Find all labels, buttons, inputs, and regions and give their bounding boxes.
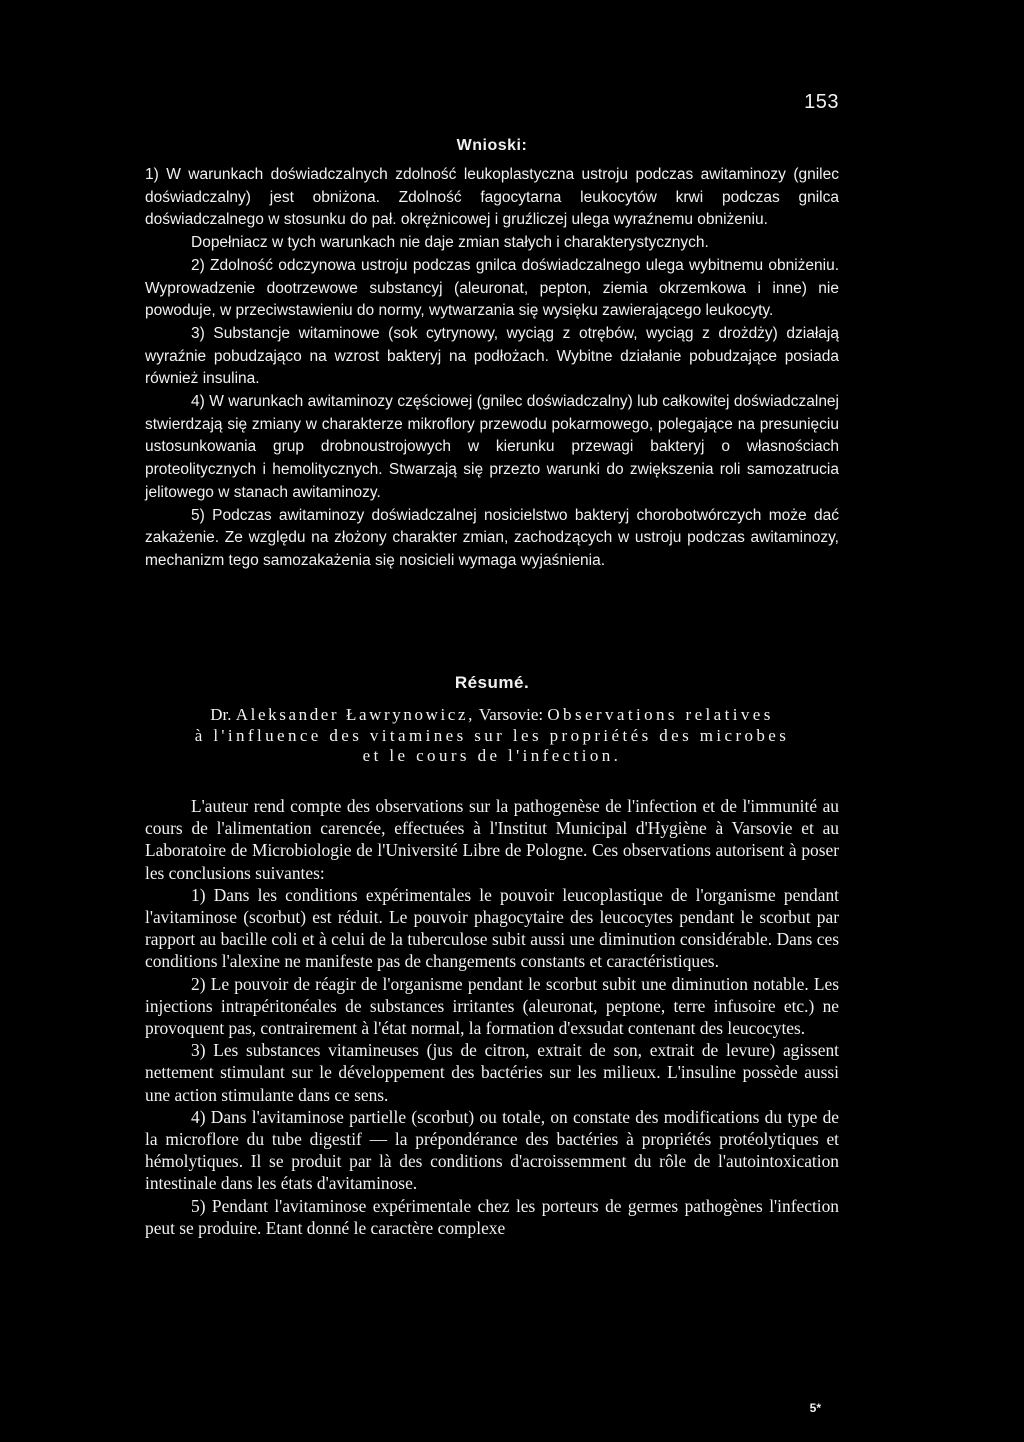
article-title-part: Observations relatives	[547, 705, 774, 724]
resume-paragraph: L'auteur rend compte des observations sur la pathogenèse de l'infection et de l'immunité au cours de l'alimentation carencée, effectuées à l'Institut Municipal d'Hygiène à Varsovie et au Laboratoire de Microbiologie de l'Université Libre de Pologne. Ces observations autorisent à poser les conclusions suivantes:	[145, 796, 839, 883]
resume-paragraph: 5) Pendant l'avitaminose expérimentale chez les porteurs de germes pathogènes l'infection peut se produire. Etant donné le caractère complexe	[145, 1195, 839, 1238]
conclusion-paragraph: Dopełniacz w tych warunkach nie daje zmian stałych i charakterystycznych.	[191, 234, 709, 252]
resume-paragraph: 3) Les substances vitamineuses (jus de citron, extrait de son, extrait de levure) agissent nettement stimulant sur le développement des bactéries sur les milieux. L'insuline possède aussi une action stimulante dans ce sens.	[145, 1040, 839, 1105]
conclusion-paragraph: 1) W warunkach doświadczalnych zdolność leukoplastyczna ustroju podczas awitaminozy (gnilec doświadczalny) jest obniżona. Zdolność fagocytarna leukocytów krwi podczas gnilca doświadczalnego w stosunku do pał. okrężnicowej i gruźliczej ulega wyraźnemu obniżeniu.	[145, 166, 839, 229]
resume-heading: Résumé.	[454, 673, 530, 692]
printer-signature-mark: 5*	[809, 1401, 821, 1415]
resume-paragraph: 2) Le pouvoir de réagir de l'organisme pendant le scorbut subit une diminution notable. Les injections intrapéritonéales de substances irritantes (aleuronat, peptone, terre infusoire etc.) ne provoquent pas, contrairement à l'état normal, la formation d'exsudat contenant des leucocytes.	[145, 973, 839, 1039]
author-name: Aleksander Ławrynowicz,	[235, 705, 475, 724]
article-byline	[145, 705, 839, 767]
article-title-part: à l'influence des vitamines sur les propriétés des microbes	[194, 725, 790, 745]
article-title-part: et le cours de l'infection.	[362, 746, 622, 765]
conclusion-paragraph: 4) W warunkach awitaminozy częściowej (gnilec doświadczalny) lub całkowitej doświadczalnej stwierdzają się zmiany w charakterze mikroflory przewodu pokarmowego, polegające na presunięciu ustosunkowania grup drobnoustrojowych w kierunku przewagi bakteryj o własnościach proteolitycznych i hemolitycznych. Stwarzają się przezto warunki do zwiększenia roli samozatrucia jelitowego w stanach awitaminozy.	[145, 393, 839, 501]
book-page	[145, 0, 839, 1442]
resume-paragraph: 1) Dans les conditions expérimentales le pouvoir leucoplastique de l'organisme pendant l'avitaminose (scorbut) est réduit. Le pouvoir phagocytaire des leucocytes pendant le scorbut par rapport au bacille coli et à celui de la tuberculose subit aussi une diminution considérable. Dans ces conditions l'alexine ne manifeste pas de changements constants et caractéristiques.	[145, 884, 839, 972]
resume-body	[145, 795, 839, 1239]
author-prefix: Dr.	[210, 705, 232, 724]
conclusions-heading: Wnioski:	[456, 137, 528, 154]
conclusion-paragraph: 2) Zdolność odczynowa ustroju podczas gnilca doświadczalnego ulega wybitnemu obniżeniu. Wyprowadzenie dootrzewowe substancyj (aleuronat, pepton, ziemia okrzemkowa i inne) nie powoduje, w przeciwstawieniu do normy, wytwarzania się wysięku zawierającego leukocyty.	[145, 256, 839, 320]
resume-paragraph: 4) Dans l'avitaminose partielle (scorbut) ou totale, on constate des modifications du type de la microflore du tube digestif — la prépondérance des bactéries à propriétés protéolytiques et hémolytiques. Il se produit par là des conditions d'acroissemment du rôle de l'autointoxication intestinale dans les états d'avitaminose.	[145, 1106, 839, 1194]
conclusion-paragraph: 5) Podczas awitaminozy doświadczalnej nosicielstwo bakteryj chorobotwórczych może dać zakażenie. Ze względu na złożony charakter zmian, zachodzących w ustroju podczas awitaminozy, mechanizm tego samozakażenia się nosicieli wymaga wyjaśnienia.	[145, 506, 839, 569]
author-place: Varsovie:	[478, 705, 544, 724]
conclusions-body	[145, 164, 839, 573]
page-number: 153	[804, 91, 839, 113]
conclusion-paragraph: 3) Substancje witaminowe (sok cytrynowy, wyciąg z otrębów, wyciąg z drożdży) działają wyraźnie pobudzająco na wzrost bakteryj na podłożach. Wybitne działanie pobudzające posiada również insulina.	[145, 324, 839, 388]
byline-line-1	[145, 705, 839, 726]
